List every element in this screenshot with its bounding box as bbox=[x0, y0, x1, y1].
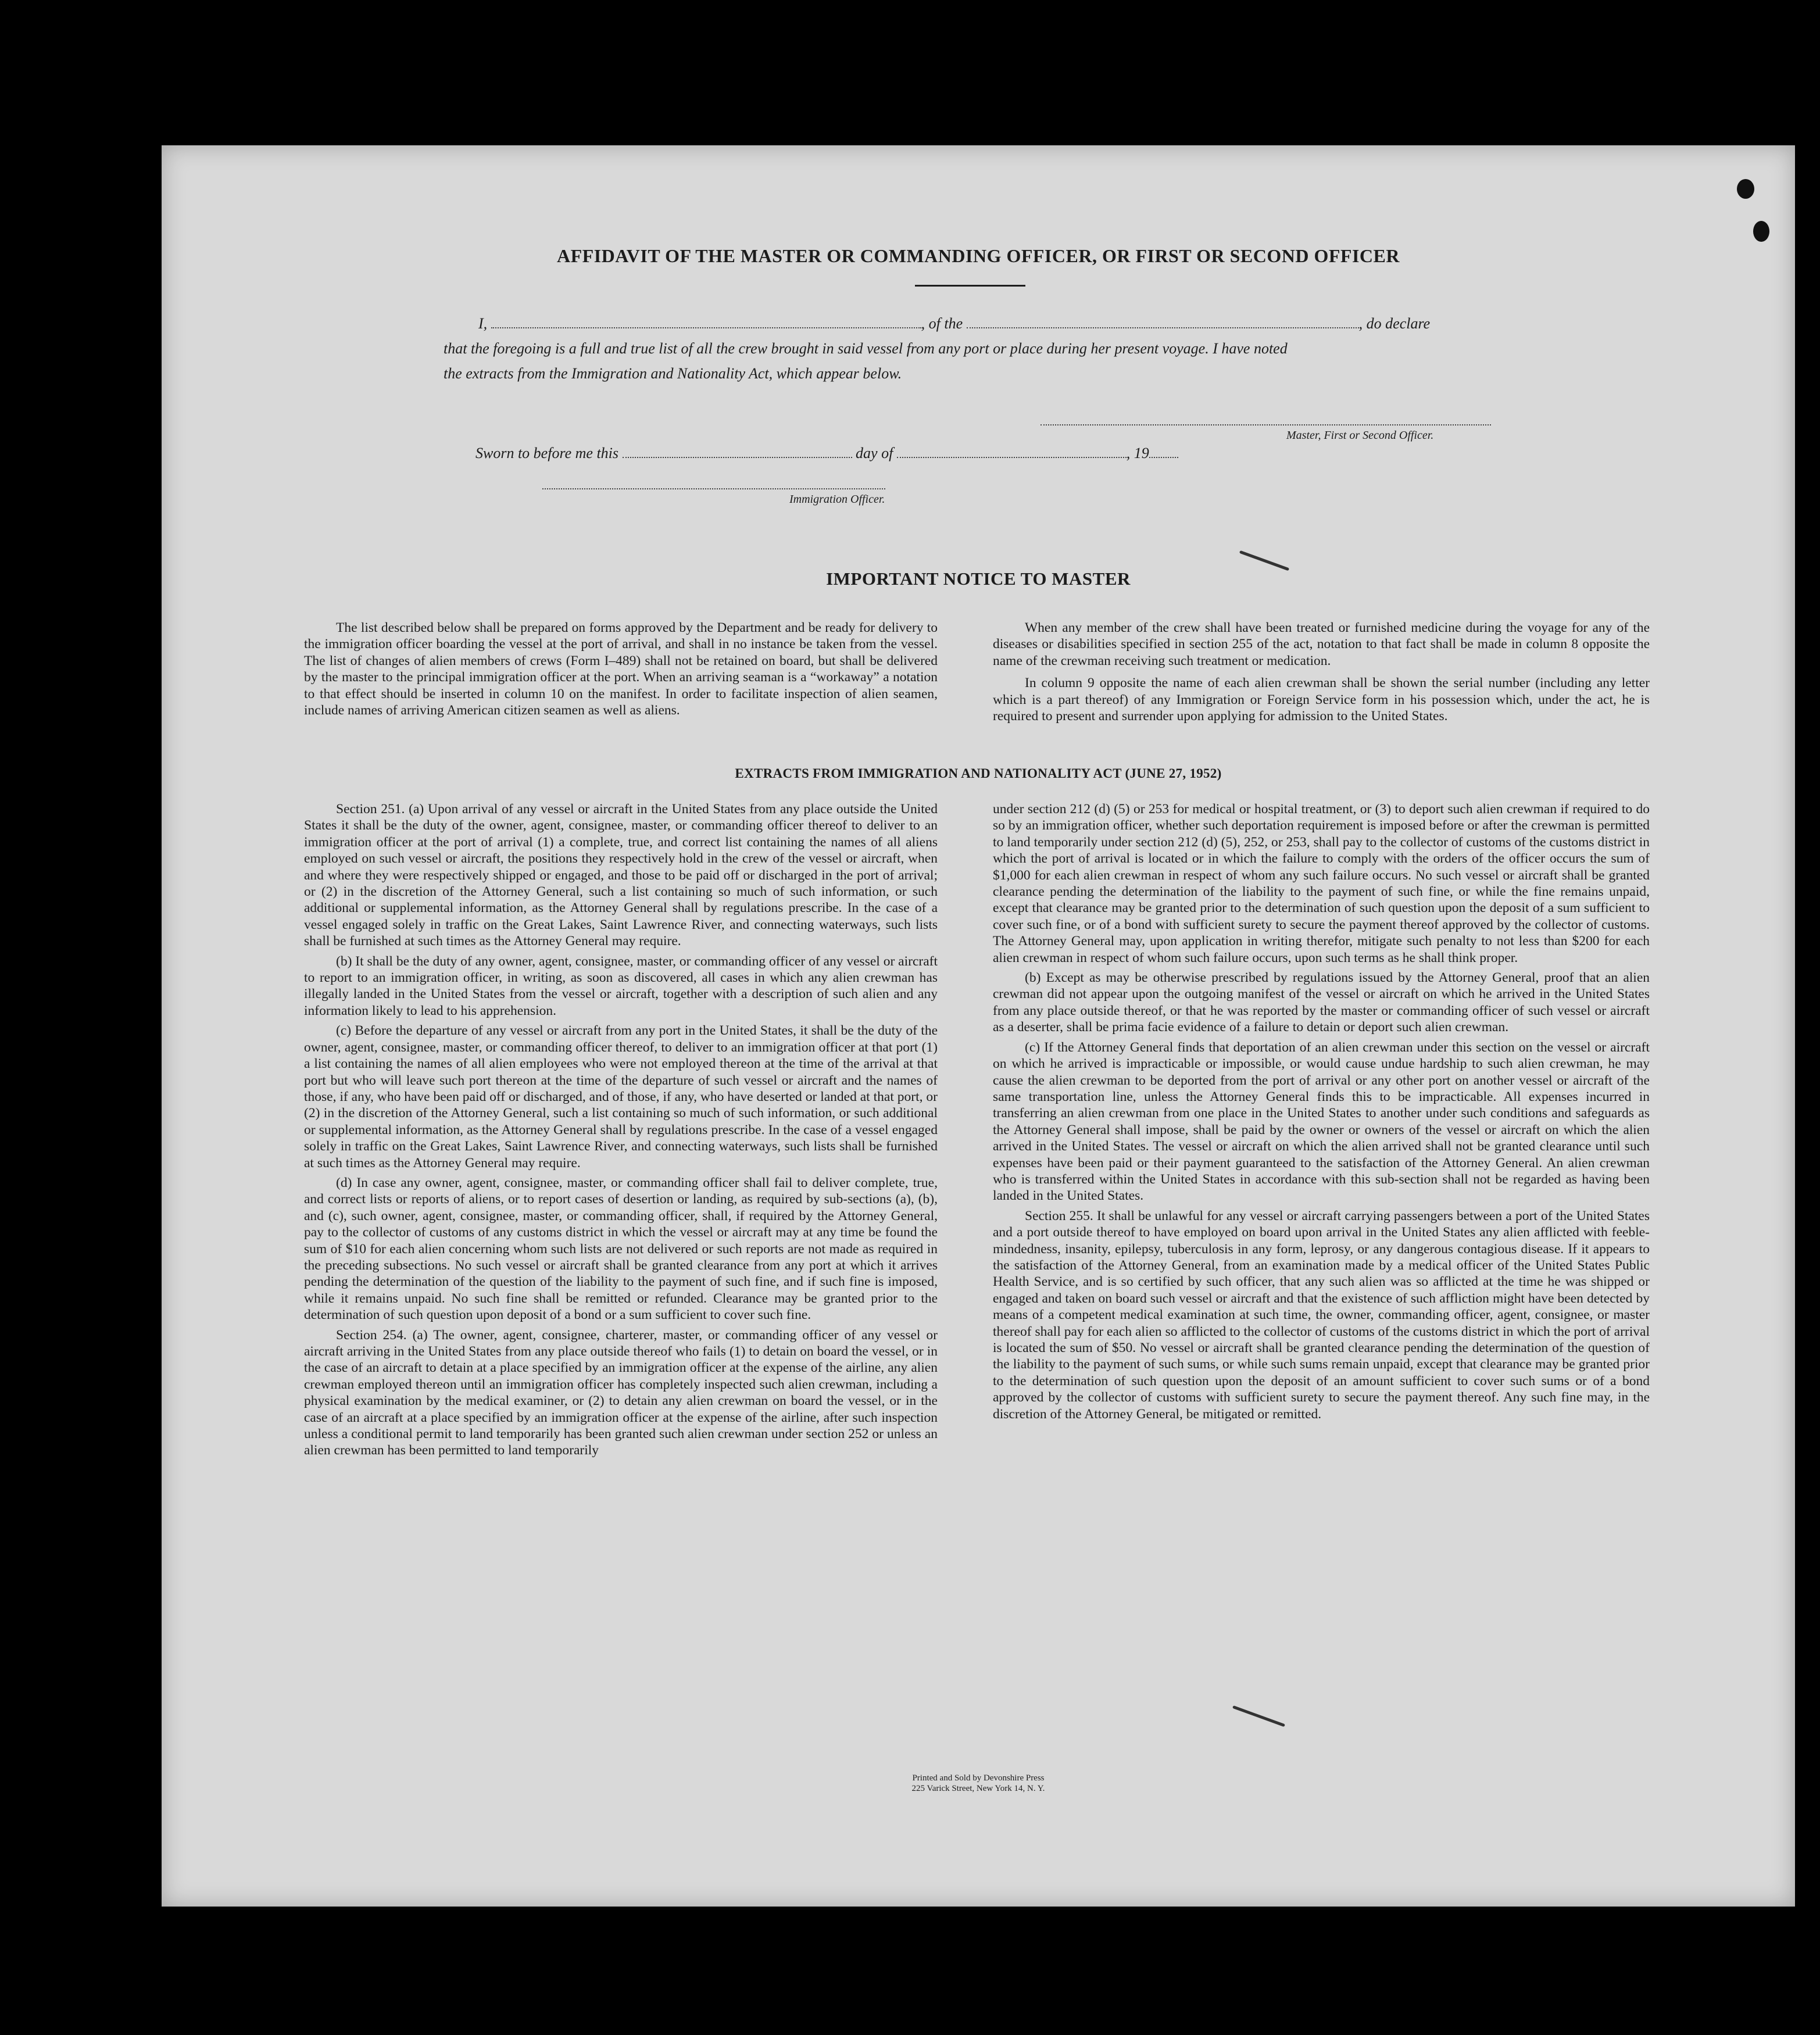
section-255: Section 255. It shall be unlawful for any vessel or aircraft carrying passengers between a port of the United States and a port outside thereof to have employed on board upon arrival in the United States any alien afflicted with feeble-mindedness, insanity, epilepsy, tuberculosis in any form, leprosy, or any dangerous contagious disease. If it appears to the satisfaction of the Attorney General, from an examination made by a medical officer of the United States Public Health Service, and is so certified by such officer, that any such alien was so afflicted at the time he was shipped or engaged and taken on board such vessel or aircraft and that the existence of such affliction might have been detected by means of a competent medical examination at such time, the owner, commanding officer, agent, consignee, or master thereof shall pay for each alien so afflicted to the collector of customs of the customs district in which the port of arrival is located the sum of $50. No vessel or aircraft shall be granted clearance pending the determination of the question of the liability to the payment of such sums, or while such sums remain unpaid, except that clearance may be granted prior to the determination of such question upon the deposit of an amount sufficient to cover such sums or of a bond approved by the collector of customs with sufficient surety to secure the payment thereof. Any such fine may, in the discretion of the Attorney General, be mitigated or remitted. bbox=[993, 1208, 1650, 1422]
declaration-line-1 bbox=[478, 315, 1430, 332]
officer-caption: Immigration Officer. bbox=[789, 493, 885, 506]
section-254-b: (b) Except as may be otherwise prescribed by regulations issued by the Attorney General, proof that an alien crewman did not appear upon the outgoing manifest of the vessel or aircraft on which he arrived in the United States from any place outside thereof, or that he was reported by the master or commanding officer of such vessel or aircraft as a deserter, shall be prima facie evidence of a failure to detain or deport such alien crewman. bbox=[993, 970, 1650, 1035]
printer-imprint bbox=[162, 1773, 1795, 1794]
printer-line-2: 225 Varick Street, New York 14, N. Y. bbox=[911, 1784, 1045, 1793]
section-251-d: (d) In case any owner, agent, consignee, master, or commanding officer shall fail to deliver complete, true, and correct lists or reports of aliens, or to report cases of desertion or landing, as required by sub-sections (a), (b), and (c), such owner, agent, consignee, master, or commanding officer, shall, if required by the Attorney General, pay to the collector of customs of any customs district in which the vessel or aircraft may at any time be found the sum of $10 for each alien concerning whom such lists are not delivered or such reports are not made as required in the preceding subsections. No such vessel or aircraft shall be granted clearance from any port at which it arrives pending the determination of the question of the liability to the payment of such fine, and if such fine is imposed, while it remains unpaid. No such fine shall be remitted or refunded. Clearance may be granted prior to the determination of such question upon deposit of a bond or a sum sufficient to cover such fine. bbox=[304, 1175, 938, 1323]
notice-right-column bbox=[993, 620, 1650, 728]
section-254-a-continued: under section 212 (d) (5) or 253 for medical or hospital treatment, or (3) to deport such alien crewman if required to do so by an immigration officer, whether such deportation requirement is imposed before or after the crewman is permitted to land temporarily under section 212 (d) (5), 252, or 253, shall pay to the collector of customs of the customs district in which the port of arrival is located or in which the failure to comply with the orders of the officer occurs the sum of $1,000 for each alien crewman in respect of whom any such failure occurs. No such vessel or aircraft shall be granted clearance pending the determination of the liability to the payment of such fine, or while the fine remains unpaid, except that clearance may be granted prior to the determination of such question upon the deposit of a sum sufficient to cover such fine, or of a bond with sufficient surety to secure the payment thereof approved by the collector of customs. The Attorney General may, upon application in writing therefor, mitigate such penalty to not less than $200 for each alien crewman in respect of whom such failure occurs, upon such terms as he shall think proper. bbox=[993, 802, 1650, 965]
notice-right-paragraph-2: In column 9 opposite the name of each alien crewman shall be shown the serial number (including any letter which is a part thereof) of any Immigration or Foreign Service form in his possession which, under the act, he is required to present and surrender upon applying for admission to the United States. bbox=[993, 675, 1650, 724]
year-prefix: , 19 bbox=[1126, 445, 1149, 462]
notice-left-column bbox=[304, 620, 938, 722]
day-of-label: day of bbox=[856, 445, 893, 462]
section-251-c: (c) Before the departure of any vessel or aircraft from any port in the United States, it shall be the duty of the owner, agent, consignee, master, or commanding officer thereof, to deliver to an immigration officer at that port (1) a list containing the names of all alien employees who were not employed thereon at the time of the arrival at that port but who will leave such port thereon at the time of the departure of such vessel or aircraft and the names of those, if any, who have been paid off or discharged, and of those, if any, who have deserted or landed at that port, or (2) in the discretion of the Attorney General, such a list containing so much of such information, or such additional or supplemental information, as the Attorney General shall by regulations prescribe. In the case of a vessel engaged solely in traffic on the Great Lakes, Saint Lawrence River, and connecting waterways, such lists shall be furnished at such times as the Attorney General may require. bbox=[304, 1023, 938, 1171]
sworn-label: Sworn to before me this bbox=[475, 445, 619, 462]
declarant-name-field bbox=[491, 317, 921, 328]
section-254-a: Section 254. (a) The owner, agent, consignee, charterer, master, or commanding officer of any vessel or aircraft arriving in the United States from any place outside thereof who fails (1) to detain on board the vessel, or in the case of an aircraft to detain at a place specified by an immigration officer at the expense of the airline, any alien crewman employed thereon until an immigration officer has completely inspected such alien crewman, including a physical examination by the medical examiner, or (2) to detain any alien crewman on board the vessel, or in the case of an aircraft at a place specified by an immigration officer at the expense of the airline, after such inspection unless a conditional permit to land temporarily has been granted such alien crewman under section 252 or unless an alien crewman has been permitted to land temporarily bbox=[304, 1327, 938, 1458]
sworn-day-field bbox=[623, 446, 852, 458]
sworn-month-field bbox=[897, 446, 1127, 458]
ink-speck bbox=[1753, 221, 1769, 242]
of-the-text: , of the bbox=[921, 315, 963, 332]
title-divider bbox=[915, 285, 1025, 287]
sworn-line bbox=[475, 445, 1178, 462]
master-caption: Master, First or Second Officer. bbox=[1286, 429, 1434, 442]
section-251-a: Section 251. (a) Upon arrival of any vessel or aircraft in the United States from any place outside the United States it shall be the duty of the owner, agent, consignee, master, or commanding officer thereof to deliver to an immigration officer at the port of arrival (1) a complete, true, and correct list containing the names of all aliens employed on such vessel or aircraft, the positions they respectively hold in the crew of the vessel or aircraft, when and where they were respectively shipped or engaged, and those to be paid off or discharged in the port of arrival; or (2) in the discretion of the Attorney General, such a list containing so much of such information, or such additional or supplemental information, as the Attorney General shall by regulations prescribe. In the case of a vessel engaged solely in traffic on the Great Lakes, Saint Lawrence River, and connecting waterways, such lists shall be furnished at such times as the Attorney General may require. bbox=[304, 802, 938, 949]
declaration-line-2: that the foregoing is a full and true list of all the crew brought in said vessel from any port or place during her present voyage. I have noted bbox=[444, 340, 1288, 357]
stray-mark bbox=[1239, 550, 1289, 571]
stray-mark bbox=[1232, 1705, 1285, 1727]
section-251-b: (b) It shall be the duty of any owner, agent, consignee, master, or commanding officer of any vessel or aircraft to report to an immigration officer, in writing, as soon as discovered, all cases in which any alien crewman has illegally landed in the United States from the vessel or aircraft, together with a description of such alien and any information likely to lead to his apprehension. bbox=[304, 953, 938, 1018]
extracts-right-column bbox=[993, 801, 1650, 1426]
section-254-c: (c) If the Attorney General finds that deportation of an alien crewman under this section on the vessel or aircraft on which he arrived is impracticable or impossible, or would cause undue hardship to such alien crewman, he may cause the alien crewman to be deported from the port of arrival or any other port on another vessel or aircraft of the same transportation line, unless the Attorney General finds this to be impracticable. All expenses incurred in transferring an alien crewman from one place in the United States to another under such conditions and safeguards as the Attorney General shall impose, shall be paid by the owner or owners of the vessel or aircraft on which the alien arrived in the United States. The vessel or aircraft on which the alien arrived shall not be granted clearance until such expenses have been paid or their payment guaranteed to the satisfaction of the Attorney General. An alien crewman who is transferred within the United States in accordance with this sub-section shall not be regarded as having been landed in the United States. bbox=[993, 1039, 1650, 1204]
notice-left-paragraph: The list described below shall be prepared on forms approved by the Department and be ready for delivery to the immigration officer boarding the vessel at the port of arrival, and shall in no instance be taken from the vessel. The list of changes of alien members of crews (Form I–489) shall not be retained on board, but shall be delivered by the master to the principal immigration officer at the port. When an arriving seaman is a “workaway” a notation to that effect should be inserted in column 10 on the manifest. In order to facilitate inspection of alien seamen, include names of arriving American citizen seamen as well as aliens. bbox=[304, 620, 938, 718]
notice-right-paragraph-1: When any member of the crew shall have been treated or furnished medicine during the voyage for any of the diseases or disabilities specified in section 255 of the act, notation to that fact shall be made in column 8 opposite the name of the crewman receiving such treatment or medication. bbox=[993, 620, 1650, 668]
declaration-line-3: the extracts from the Immigration and Nationality Act, which appear below. bbox=[444, 365, 902, 382]
printer-line-1: Printed and Sold by Devonshire Press bbox=[912, 1773, 1045, 1783]
declarant-prefix: I, bbox=[478, 315, 488, 332]
master-signature-line bbox=[1040, 424, 1491, 425]
extracts-title: EXTRACTS FROM IMMIGRATION AND NATIONALITY ACT (JUNE 27, 1952) bbox=[735, 766, 1222, 781]
affidavit-title: AFFIDAVIT OF THE MASTER OR COMMANDING OFFICER, OR FIRST OR SECOND OFFICER bbox=[557, 245, 1400, 266]
do-declare-text: , do declare bbox=[1358, 315, 1431, 332]
officer-signature-line bbox=[542, 488, 885, 489]
sworn-year-field bbox=[1149, 446, 1178, 458]
document-page bbox=[162, 145, 1795, 1907]
ink-speck bbox=[1737, 179, 1754, 199]
extracts-left-column bbox=[304, 801, 938, 1462]
vessel-name-field bbox=[967, 317, 1359, 328]
notice-title: IMPORTANT NOTICE TO MASTER bbox=[826, 568, 1131, 589]
